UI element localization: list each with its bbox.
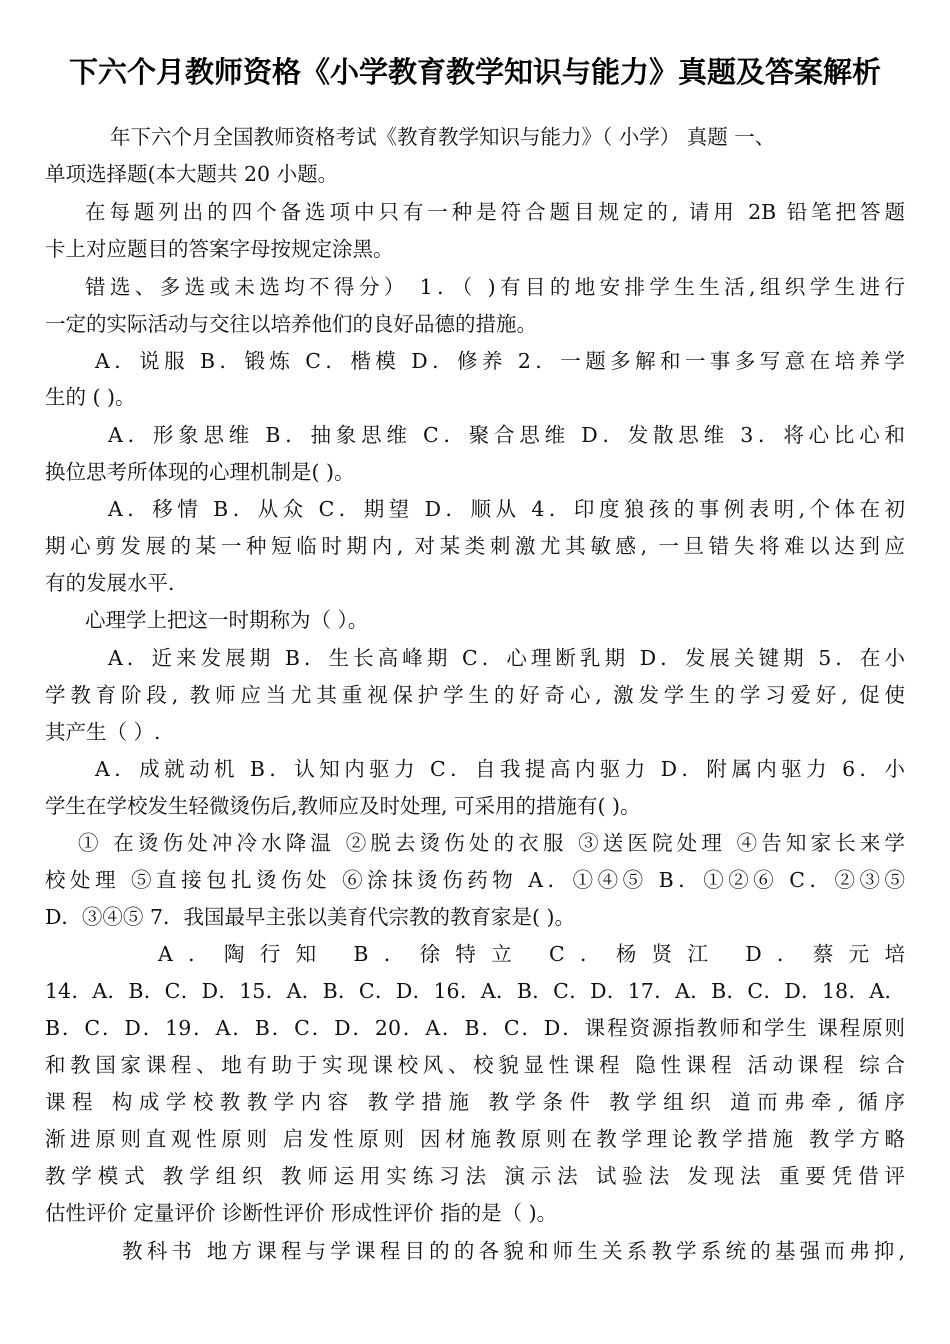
text-line: 学生在学校发生轻微烫伤后,教师应及时处理, 可采用的措施有( )。 bbox=[45, 794, 641, 818]
text-line: 14．A．B．C．D．15．A．B．C．D．16．A．B．C．D．17．A．B．C．D．18．A． bbox=[45, 979, 905, 1003]
text-line: 一定的实际活动与交往以培养他们的良好品德的措施。 bbox=[45, 312, 537, 336]
document-title: 下六个月教师资格《小学教育教学知识与能力》真题及答案解析 bbox=[68, 55, 881, 89]
text-line: 学教育阶段, 教师应当尤其重视保护学生的好奇心, 激发学生的学习爱好, 促使 bbox=[45, 683, 905, 707]
text-line: B．C．D．19．A．B．C．D．20．A．B．C．D．课程资源指教师和学生 课程原则 bbox=[45, 1016, 905, 1040]
text-line: 估性评价 定量评价 诊断性评价 形成性评价 指的是（ )。 bbox=[45, 1201, 558, 1225]
text-line: 其产生（ ）. bbox=[45, 720, 161, 744]
text-line: A．形象思维 B．抽象思维 C．聚合思维 D．发散思维 3．将心比心和 bbox=[108, 423, 905, 447]
text-line: 渐进原则直观性原则 启发性原则 因材施教原则在教学理论教学措施 教学方略 bbox=[45, 1127, 905, 1151]
text-line: A．说服 B．锻炼 C．楷模 D．修养 2．一题多解和一事多写意在培养学 bbox=[95, 349, 905, 373]
text-line: ① 在烫伤处冲冷水降温 ②脱去烫伤处的衣服 ③送医院处理 ④告知家长来学 bbox=[78, 831, 905, 855]
text-line: 和教国家课程、地有助于实现课校风、校貌显性课程 隐性课程 活动课程 综合 bbox=[45, 1053, 905, 1077]
text-line: 单项选择题(本大题共 20 小题。 bbox=[45, 162, 339, 186]
text-line: A．陶行知 B．徐特立 C．杨贤江 D．蔡元培 bbox=[158, 942, 905, 966]
text-line: 心理学上把这一时期称为（ ）。 bbox=[85, 608, 369, 632]
text-line: 换位思考所体现的心理机制是( )。 bbox=[45, 460, 355, 484]
text-line: 课程 构成学校教教学内容 教学措施 教学条件 教学组织 道而弗牵, 循序 bbox=[45, 1090, 905, 1114]
text-line: 校处理 ⑤直接包扎烫伤处 ⑥涂抹烫伤药物 A．①④⑤ B．①②⑥ C．②③⑤ bbox=[45, 868, 905, 892]
text-line: 生的 ( )。 bbox=[45, 385, 136, 409]
text-line: 年下六个月全国教师资格考试《教育教学知识与能力》（ 小学） 真题 一、 bbox=[110, 125, 776, 149]
text-line: 有的发展水平. bbox=[45, 571, 175, 595]
text-line: 期心剪发展的某一种短临时期内, 对某类刺激尤其敏感, 一旦错失将难以达到应 bbox=[45, 534, 905, 558]
text-line: 错选、多选或未选均不得分） 1．（ )有目的地安排学生生活,组织学生进行 bbox=[85, 275, 905, 299]
text-line: A．移情 B．从众 C．期望 D．顺从 4．印度狼孩的事例表明,个体在初 bbox=[108, 497, 905, 521]
text-line: A．成就动机 B．认知内驱力 C．自我提高内驱力 D．附属内驱力 6．小 bbox=[95, 757, 905, 781]
text-line: 教科书 地方课程与学课程目的的各貌和师生关系教学系统的基强而弗抑, bbox=[122, 1239, 905, 1263]
text-line: A．近来发展期 B．生长高峰期 C．心理断乳期 D．发展关键期 5．在小 bbox=[108, 646, 905, 670]
text-line: 教学模式 教学组织 教师运用实练习法 演示法 试验法 发现法 重要凭借评 bbox=[45, 1164, 905, 1188]
text-line: 在每题列出的四个备选项中只有一种是符合题目规定的, 请用 2B 铅笔把答题 bbox=[85, 200, 905, 224]
text-line: 卡上对应题目的答案字母按规定涂黑。 bbox=[45, 237, 394, 261]
text-line: D．③④⑤ 7．我国最早主张以美育代宗教的教育家是( )。 bbox=[45, 905, 576, 929]
